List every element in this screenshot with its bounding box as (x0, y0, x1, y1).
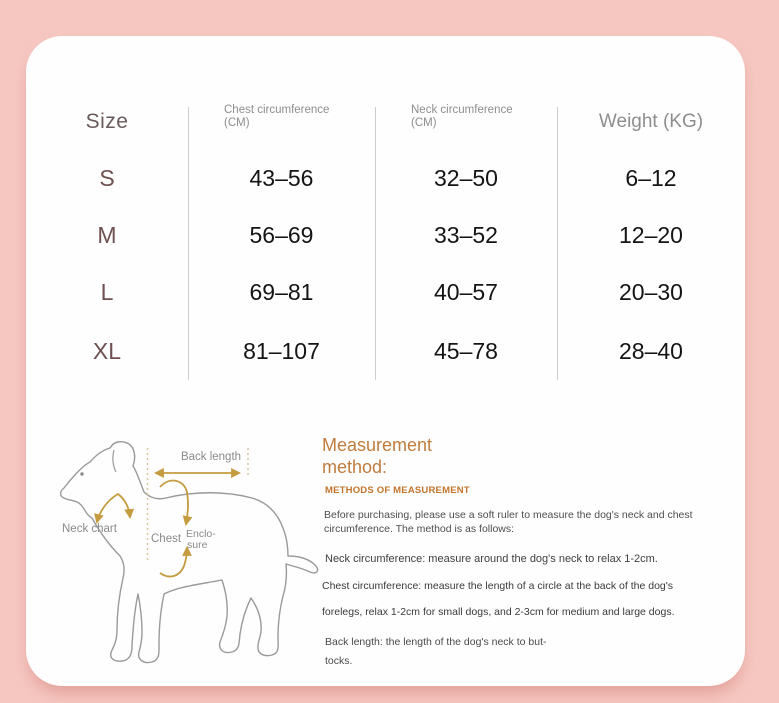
column-divider (557, 107, 558, 380)
table-row-l-neck: 40–57 (434, 279, 498, 305)
table-row-l-size: L (100, 279, 114, 305)
neck-instruction: Neck circumference: measure around the dog's neck to relax 1-2cm. (325, 553, 658, 565)
chest-column-header (188, 94, 375, 150)
table-row-s-size: S (99, 165, 115, 191)
measurement-title (322, 434, 740, 478)
chest-girth-arrow-top (160, 481, 188, 524)
column-divider (188, 107, 189, 380)
size-chart-card (26, 36, 745, 686)
back-instruction-line2: tocks. (325, 655, 353, 667)
dog-eye-dot (80, 472, 83, 475)
measurement-intro (324, 509, 740, 536)
measurement-intro-line1: Before purchasing, please use a soft ruler to measure the dog's neck and chest (324, 509, 693, 521)
chest-instruction-line2: forelegs, relax 1-2cm for small dogs, and 2-3cm for medium and large dogs. (322, 606, 675, 618)
table-row-xl-neck: 45–78 (434, 337, 498, 364)
table-row-m-neck: 33–52 (434, 222, 498, 248)
measurement-title-line1: Measurement (322, 435, 433, 455)
enclosure-label-line1: Enclo- (186, 528, 216, 540)
measurement-method-section (322, 434, 740, 671)
table-row-l-weight: 20–30 (619, 279, 683, 305)
size-table (26, 94, 745, 381)
table-row-l-chest: 69–81 (249, 279, 314, 305)
column-divider (375, 107, 376, 380)
table-row-s-chest: 43–56 (249, 165, 314, 191)
measurement-subtitle: METHODS OF MEASUREMENT (325, 485, 470, 496)
table-row-s-weight: 6–12 (625, 165, 677, 191)
weight-column-header: Weight (KG) (598, 111, 704, 132)
chest-header-line2: (CM) (224, 117, 250, 129)
table-row-s-neck: 32–50 (434, 165, 498, 191)
dog-measurement-diagram (30, 438, 322, 670)
chest-girth-arrow-bottom (160, 548, 187, 577)
back-instruction-line1: Back length: the length of the dog's neck to but- (325, 636, 547, 648)
table-row-xl-weight: 28–40 (619, 337, 683, 364)
back-length-label: Back length (180, 451, 242, 463)
neck-column-header (375, 94, 557, 150)
table-row-m-size: M (97, 222, 117, 248)
measurement-title-line2: method: (322, 457, 388, 477)
chest-label: Chest (151, 533, 182, 545)
dog-ear-line (113, 450, 116, 472)
table-row-m-chest: 56–69 (249, 222, 314, 248)
neck-girth-arrow (97, 494, 130, 522)
measurement-intro-line2: circumference. The method is as follows: (324, 522, 515, 535)
neck-header-line2: (CM) (411, 117, 437, 129)
neck-chart-label: Neck chart (62, 523, 117, 535)
chest-instruction-line1: Chest circumference: measure the length of a circle at the back of the dog's (322, 580, 674, 592)
chest-header-line1: Chest circumference (224, 104, 330, 116)
dog-outline-drawing (61, 442, 318, 663)
table-row-m-weight: 12–20 (619, 222, 683, 248)
neck-header-line1: Neck circumference (411, 104, 513, 116)
enclosure-label-line2: sure (187, 539, 208, 551)
table-row-xl-chest: 81–107 (243, 337, 320, 364)
table-row-xl-size: XL (92, 337, 122, 364)
size-column-header: Size (85, 110, 129, 133)
back-length-instruction (325, 633, 740, 671)
